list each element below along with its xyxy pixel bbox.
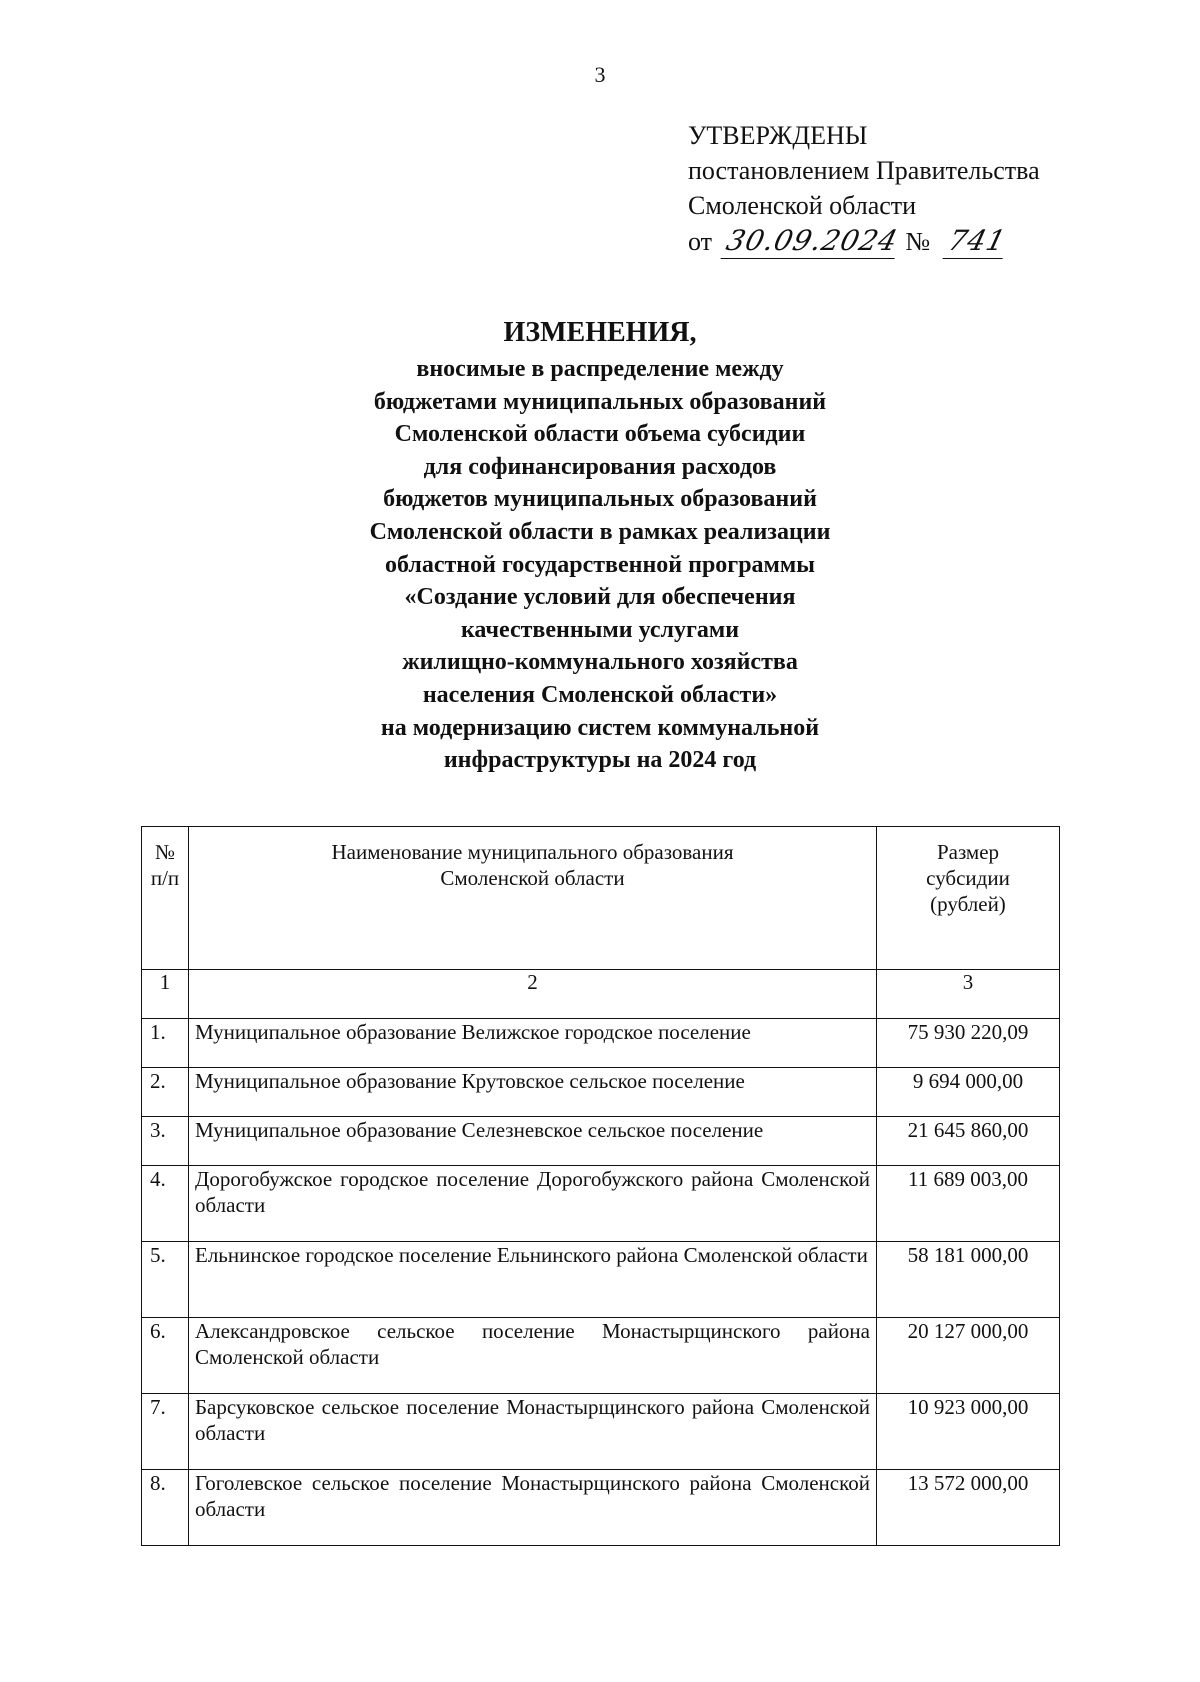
approval-heading: УТВЕРЖДЕНЫ [688,121,868,150]
table-index-row [142,970,1060,1019]
row-municipality: Барсуковское сельское поселение Монастырщинского района Смоленской области [189,1394,877,1470]
title-line: качественными услугами [460,616,740,643]
row-amount: 11 689 003,00 [877,1166,1060,1242]
table-row [142,1019,1060,1068]
table-row [142,1470,1060,1546]
row-municipality: Дорогобужское городское поселение Дорогобужского района Смоленской области [189,1166,877,1242]
handwritten-date: 30.09.2024 [720,223,903,259]
table-header-row [142,827,1060,970]
approval-stamp [688,118,1040,259]
subsidy-table [141,826,1060,1546]
row-number: 8. [142,1470,189,1546]
index-cell: 2 [189,970,877,1019]
header-number: № п/п [142,827,189,970]
row-amount: 10 923 000,00 [877,1394,1060,1470]
approval-region: Смоленской области [688,191,917,220]
row-amount: 75 930 220,09 [877,1019,1060,1068]
row-municipality: Муниципальное образование Селезневское сельское поселение [189,1117,877,1166]
from-label: от [688,227,713,256]
index-cell: 3 [877,970,1060,1019]
index-cell: 1 [142,970,189,1019]
approval-date-number [688,223,1040,259]
header-municipality: Наименование муниципального образования Смоленской области [189,827,877,970]
title-line: инфраструктуры на 2024 год [443,747,757,774]
title-line: для софинансирования расходов [423,453,777,480]
header-amount: Размер субсидии (рублей) [877,827,1060,970]
title-line: бюджетов муниципальных образований [383,486,817,513]
row-amount: 13 572 000,00 [877,1470,1060,1546]
approval-issuer: постановлением Правительства [688,156,1040,185]
document-title [0,313,1200,777]
title-line: жилищно-коммунального хозяйства [402,649,798,676]
title-line: областной государственной программы [385,551,815,578]
title-line: «Создание условий для обеспечения [404,584,796,611]
number-label: № [905,227,931,256]
title-line: вносимые в распределение между [416,356,784,382]
title-line: населения Смоленской области» [422,681,778,708]
row-number: 5. [142,1242,189,1318]
table-row [142,1318,1060,1394]
row-number: 6. [142,1318,189,1394]
row-amount: 21 645 860,00 [877,1117,1060,1166]
row-amount: 20 127 000,00 [877,1318,1060,1394]
row-number: 7. [142,1394,189,1470]
table-row [142,1394,1060,1470]
row-municipality: Муниципальное образование Велижское городское поселение [189,1019,877,1068]
page-number: 3 [594,62,606,87]
row-amount: 58 181 000,00 [877,1242,1060,1318]
row-municipality: Муниципальное образование Крутовское сельское поселение [189,1068,877,1117]
title-line: бюджетами муниципальных образований [373,388,827,415]
title-line: Смоленской области в рамках реализации [369,518,831,545]
row-number: 3. [142,1117,189,1166]
row-municipality: Александровское сельское поселение Монастырщинского района Смоленской области [189,1318,877,1394]
title-main: ИЗМЕНЕНИЯ, [503,317,697,348]
table-row [142,1068,1060,1117]
row-amount: 9 694 000,00 [877,1068,1060,1117]
row-municipality: Гоголевское сельское поселение Монастырщинского района Смоленской области [189,1470,877,1546]
row-number: 2. [142,1068,189,1117]
table-row [142,1117,1060,1166]
table-row [142,1166,1060,1242]
table-row [142,1242,1060,1318]
row-number: 1. [142,1019,189,1068]
title-line: Смоленской области объема субсидии [394,421,806,448]
handwritten-number: 741 [942,223,1011,259]
title-line: на модернизацию систем коммунальной [380,714,820,741]
row-number: 4. [142,1166,189,1242]
row-municipality: Ельнинское городское поселение Ельнинского района Смоленской области [189,1242,877,1318]
